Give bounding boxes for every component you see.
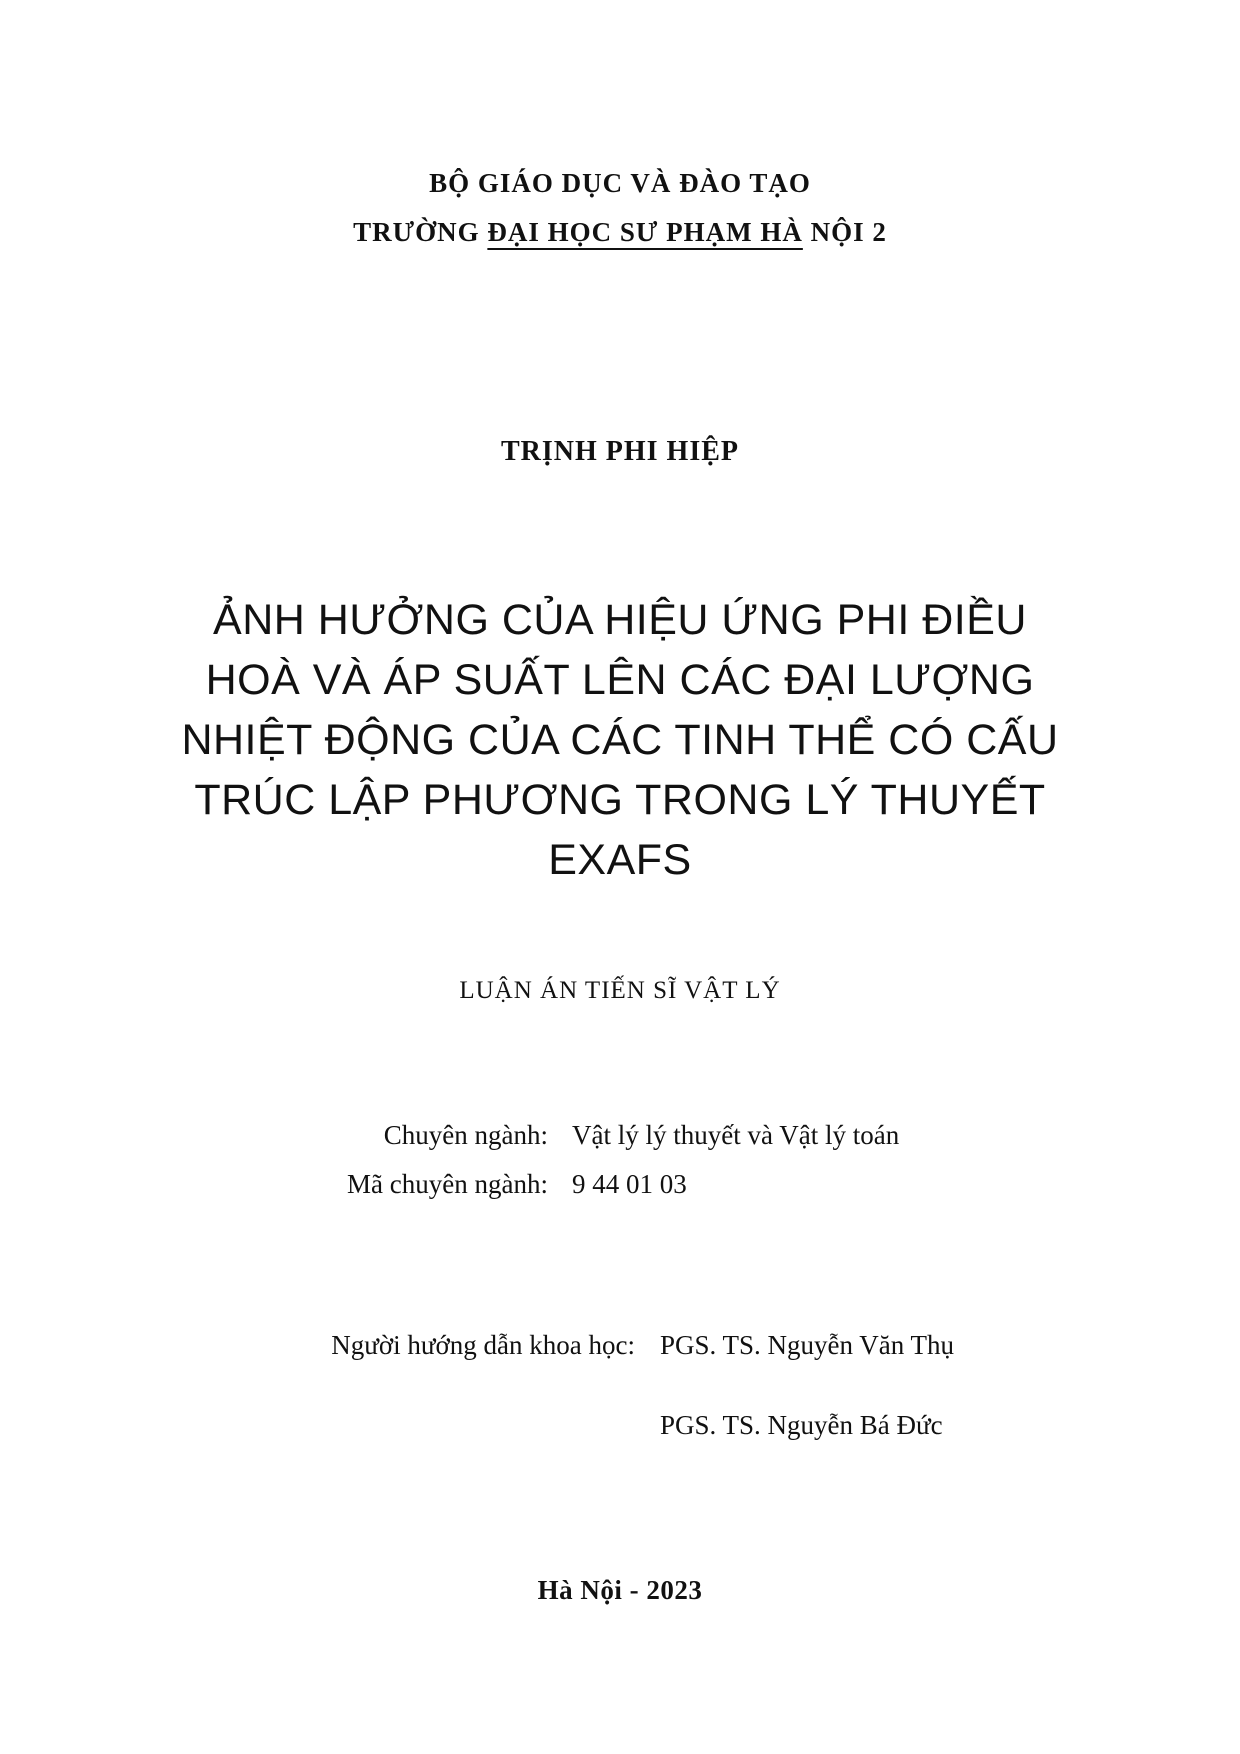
university-name — [0, 217, 1240, 248]
place-year: Hà Nội - 2023 — [537, 1575, 703, 1605]
supervisor-name: PGS. TS. Nguyễn Bá Đức — [660, 1410, 943, 1440]
title-line: ẢNH HƯỞNG CỦA HIỆU ỨNG PHI ĐIỀU — [213, 596, 1027, 644]
supervisor-name: PGS. TS. Nguyễn Văn Thụ — [660, 1330, 955, 1360]
supervisor-label: Người hướng dẫn khoa học: — [331, 1330, 635, 1360]
university-prefix: TRƯỜNG — [353, 217, 488, 247]
code-label: Mã chuyên ngành: — [347, 1169, 548, 1199]
title-line: HOÀ VÀ ÁP SUẤT LÊN CÁC ĐẠI LƯỢNG — [205, 656, 1035, 704]
university-suffix: NỘI 2 — [802, 217, 887, 247]
title-line: TRÚC LẬP PHƯƠNG TRONG LÝ THUYẾT — [194, 776, 1046, 824]
thesis-title — [170, 590, 1070, 890]
degree-type: LUẬN ÁN TIẾN SĨ VẬT LÝ — [459, 977, 781, 1004]
specialization-label: Chuyên ngành: — [383, 1120, 548, 1150]
code-value: 9 44 01 03 — [572, 1169, 687, 1199]
title-line: NHIỆT ĐỘNG CỦA CÁC TINH THỂ CÓ CẤU — [181, 716, 1059, 764]
university-underlined: ĐẠI HỌC SƯ PHẠM HÀ — [487, 217, 803, 247]
author-name: TRỊNH PHI HIỆP — [500, 436, 740, 467]
ministry-name: BỘ GIÁO DỤC VÀ ĐÀO TẠO — [429, 168, 811, 198]
title-line: EXAFS — [548, 836, 692, 884]
specialization-value: Vật lý lý thuyết và Vật lý toán — [572, 1120, 900, 1150]
